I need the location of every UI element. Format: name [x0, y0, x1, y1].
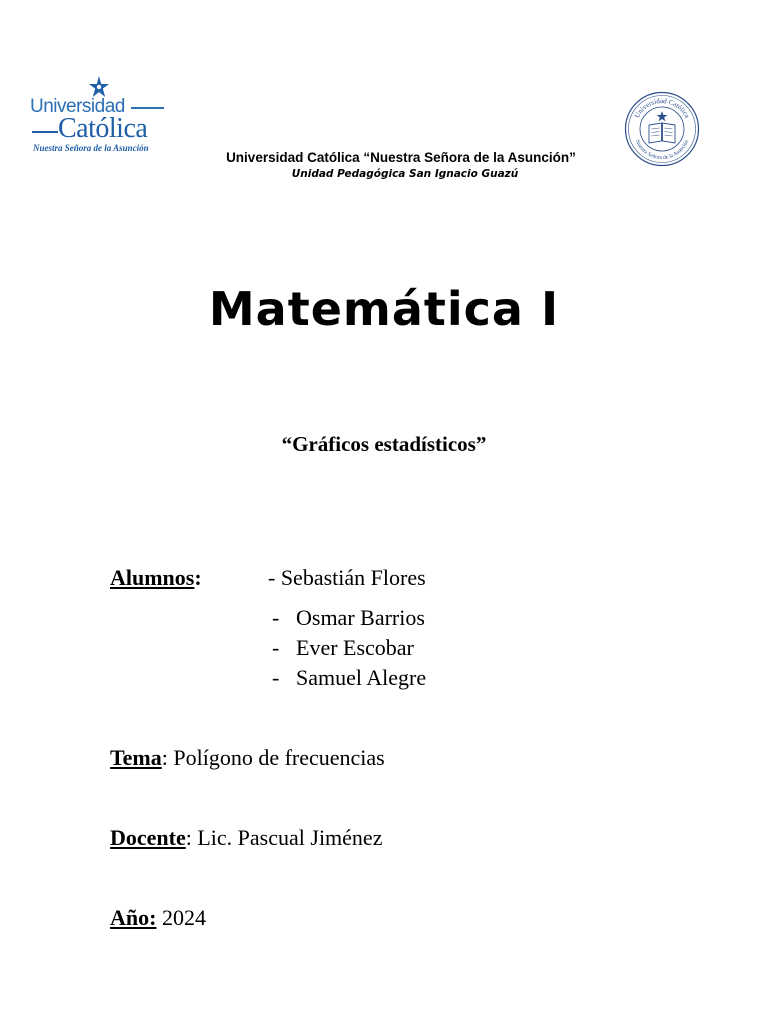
teacher-label: Docente	[110, 825, 186, 850]
students-label: Alumnos	[110, 565, 195, 590]
year-line	[110, 905, 206, 931]
seal-ring-top-text: Universidad Católica	[632, 96, 692, 120]
students-colon: :	[194, 565, 202, 590]
student-item: Ever Escobar	[296, 635, 414, 660]
topic-label: Tema	[110, 745, 162, 770]
topic-line	[110, 745, 385, 771]
unit-name: Unidad Pedagógica San Ignacio Guazú	[291, 168, 519, 180]
university-logo	[30, 76, 170, 156]
students-label-line	[110, 565, 202, 591]
teacher-value: : Lic. Pascual Jiménez	[185, 825, 383, 850]
logo-rule-top	[131, 107, 164, 109]
student-bullet: -	[272, 635, 280, 660]
year-label: Año:	[110, 905, 157, 930]
logo-word-universidad: Universidad	[30, 96, 125, 117]
student-bullet: -	[272, 665, 280, 690]
student-item: Osmar Barrios	[296, 605, 425, 630]
university-name: Universidad Católica “Nuestra Señora de la Asunción”	[226, 150, 576, 165]
logo-tagline: Nuestra Señora de la Asunción	[33, 143, 149, 153]
document-subtitle: “Gráficos estadísticos”	[281, 432, 487, 456]
student-item: - Sebastián Flores	[268, 565, 426, 590]
seal-ring-bottom-text: Nuestra Señora de la Asunción	[633, 139, 691, 162]
year-value: 2024	[156, 905, 206, 930]
logo-word-catolica: Católica	[58, 113, 148, 144]
student-bullet: -	[272, 605, 280, 630]
logo-rule-bottom	[32, 131, 58, 133]
topic-value: : Polígono de frecuencias	[161, 745, 385, 770]
page-title: Matemática I	[208, 282, 560, 336]
student-item: Samuel Alegre	[296, 665, 427, 690]
teacher-line	[110, 825, 382, 851]
star-icon	[88, 76, 110, 98]
